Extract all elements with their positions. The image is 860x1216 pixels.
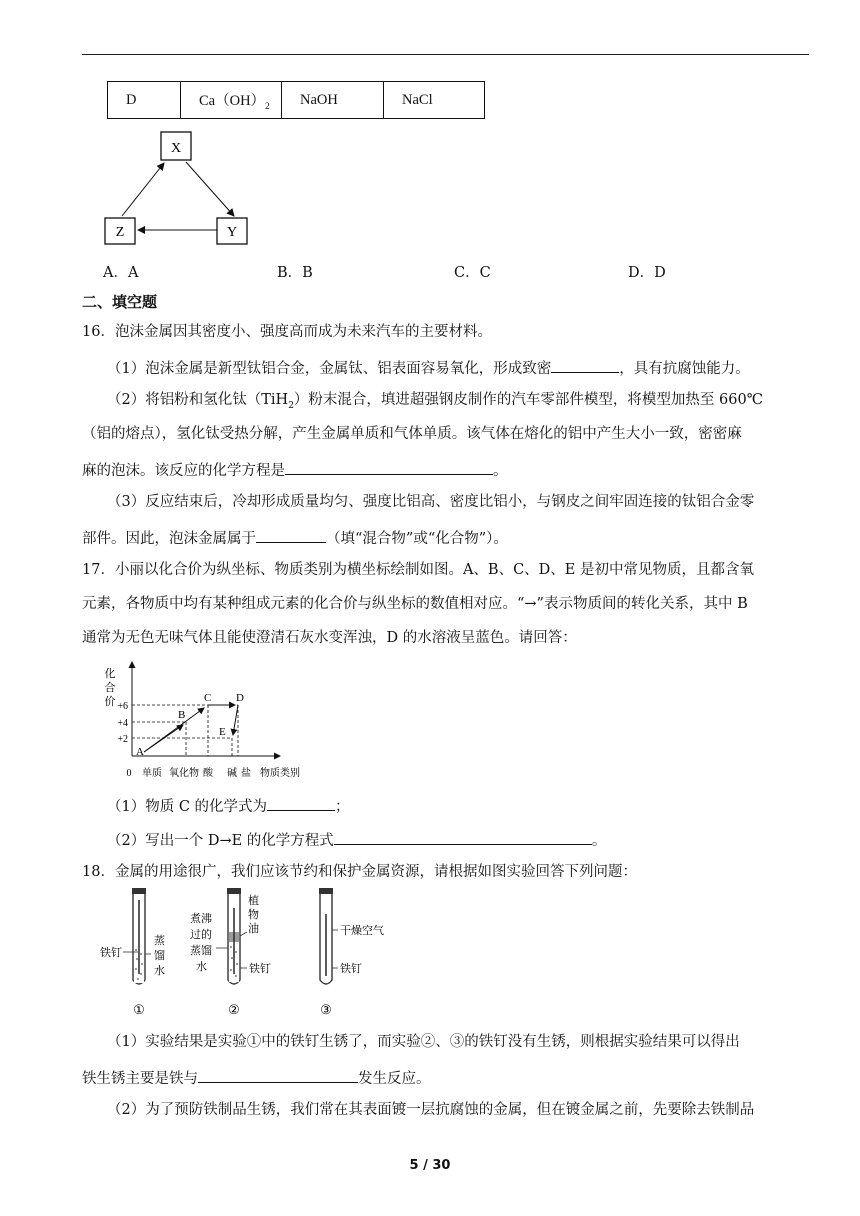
subscript: 2 bbox=[288, 400, 294, 411]
ylabel-char: 价 bbox=[104, 696, 116, 708]
point-label-c: C bbox=[204, 692, 212, 704]
q16-part2-line3 bbox=[82, 458, 508, 481]
ytick-label: +2 bbox=[117, 734, 128, 745]
q18-part1-line2 bbox=[82, 1066, 431, 1089]
q16-stem: 16．泡沫金属因其密度小、强度高而成为未来汽车的主要材料。 bbox=[82, 324, 492, 340]
option-d-table bbox=[107, 81, 485, 119]
origin-label: 0 bbox=[126, 768, 132, 779]
ytick-label: +6 bbox=[117, 701, 128, 712]
dry-air-label: 干燥空气 bbox=[340, 925, 384, 937]
table-row bbox=[108, 82, 485, 119]
boiled-water-label: 蒸馏 bbox=[190, 945, 212, 957]
q18-p1-text: 铁生锈主要是铁与 bbox=[82, 1071, 198, 1087]
tube-number-1: ① bbox=[133, 1002, 145, 1017]
q17-p1-text: （1）物质 C 的化学式为 bbox=[107, 799, 268, 815]
q17-part1 bbox=[107, 794, 350, 817]
water-label-char: 馏 bbox=[154, 950, 165, 962]
nail-label-1: 铁钉 bbox=[100, 947, 122, 959]
rust-experiment-figure bbox=[98, 886, 388, 1020]
q16-part1 bbox=[107, 356, 750, 379]
q17-line2: 元素，各物质中均有某种组成元素的化合价与纵坐标的数值相对应。“→”表示物质间的转化关系，其中 B bbox=[82, 596, 748, 612]
answer-blank[interactable] bbox=[267, 794, 335, 811]
arrow-a-c bbox=[144, 708, 204, 752]
ylabel-char: 合 bbox=[104, 682, 116, 694]
q18-part1-line1: （1）实验结果是实验①中的铁钉生锈了，而实验②、③的铁钉没有生锈，则根据实验结果可以得出 bbox=[107, 1034, 740, 1050]
q16-part2-line2: （铝的熔点），氢化钛受热分解，产生金属单质和气体单质。该气体在熔化的铝中产生大小一致，密密麻 bbox=[82, 426, 742, 442]
table-cell bbox=[181, 82, 282, 119]
option-c: C．C bbox=[454, 265, 491, 281]
q16-p2-l3-tail: 。 bbox=[493, 463, 508, 479]
table-cell: NaOH bbox=[282, 82, 384, 119]
xyz-triangle-diagram bbox=[100, 126, 260, 250]
q18-part2-line1: （2）为了预防铁制品生锈，我们常在其表面镀一层抗腐蚀的金属，但在镀金属之前，先要除去铁制品 bbox=[107, 1102, 755, 1118]
point-label-d: D bbox=[236, 692, 244, 704]
water-label-char: 水 bbox=[154, 965, 165, 977]
point-label-b: B bbox=[178, 709, 186, 721]
q17-p1-tail: ； bbox=[335, 799, 350, 815]
q17-line1: 17．小丽以化合价为纵坐标、物质类别为横坐标绘制如图。A、B、C、D、E 是初中常见物质，且都含氧 bbox=[82, 562, 754, 578]
tube-number-3: ③ bbox=[320, 1002, 332, 1017]
q16-p1-text: （1）泡沫金属是新型钛铝合金，金属钛、铝表面容易氧化，形成致密 bbox=[107, 361, 552, 377]
xtick-label: 氧化物 bbox=[169, 768, 199, 779]
q16-part2-line1 bbox=[107, 390, 763, 416]
section-title: 二、填空题 bbox=[82, 293, 158, 311]
xtick-label: 盐 bbox=[241, 768, 251, 779]
q17-part2 bbox=[107, 828, 606, 851]
oil-label-char: 物 bbox=[248, 909, 259, 921]
arrow-z-to-x bbox=[122, 163, 164, 216]
xlabel: 物质类别 bbox=[260, 768, 300, 779]
ytick-label: +4 bbox=[117, 718, 128, 729]
valence-class-graph bbox=[98, 660, 318, 782]
header-rule bbox=[82, 54, 809, 55]
q16-p2-text-b: ）粉末混合，填进超强钢皮制作的汽车零部件模型，将模型加热至 660℃ bbox=[293, 392, 763, 408]
table-cell: NaCl bbox=[384, 82, 485, 119]
cell-subscript: 2 bbox=[265, 100, 270, 111]
q17-line3: 通常为无色无味气体且能使澄清石灰水变浑浊，D 的水溶液呈蓝色。请回答： bbox=[82, 630, 577, 646]
boiled-water-label: 过的 bbox=[190, 929, 212, 941]
answer-blank[interactable] bbox=[256, 526, 326, 543]
cell-text: Ca（OH） bbox=[199, 93, 266, 110]
boiled-water-label: 水 bbox=[196, 961, 207, 973]
boiled-water-label: 煮沸 bbox=[190, 913, 212, 925]
arrow-d-e bbox=[233, 705, 238, 735]
tube-number-2: ② bbox=[228, 1002, 240, 1017]
q16-p2-text: （2）将铝粉和氢化钛（TiH bbox=[107, 392, 289, 408]
q16-p3-tail: （填“混合物”或“化合物”）。 bbox=[326, 531, 508, 547]
arrow-x-to-y bbox=[186, 162, 234, 216]
q16-part3-line1: （3）反应结束后，冷却形成质量均匀、强度比铝高、密度比铝小，与钢皮之间牢固连接的钛铝合金零 bbox=[107, 494, 755, 510]
q18-p1-tail: 发生反应。 bbox=[358, 1071, 431, 1087]
ylabel-char: 化 bbox=[104, 668, 116, 680]
nail-label-2: 铁钉 bbox=[249, 963, 271, 975]
stopper bbox=[132, 888, 146, 894]
answer-blank[interactable] bbox=[334, 828, 592, 845]
answer-blank[interactable] bbox=[285, 458, 493, 475]
option-a: A．A bbox=[103, 265, 139, 281]
q18-stem: 18．金属的用途很广，我们应该节约和保护金属资源，请根据如图实验回答下列问题： bbox=[82, 864, 637, 880]
nail-label-3: 铁钉 bbox=[340, 963, 362, 975]
oil-label-char: 油 bbox=[248, 923, 259, 935]
point-label-e: E bbox=[219, 726, 226, 738]
q16-part3-line2 bbox=[82, 526, 508, 549]
node-z-label: Z bbox=[115, 225, 125, 240]
answer-blank[interactable] bbox=[551, 356, 619, 373]
oil-label-char: 植 bbox=[248, 895, 259, 907]
page-number: 5 / 30 bbox=[409, 1158, 451, 1173]
option-d: D．D bbox=[628, 265, 666, 281]
stopper bbox=[319, 888, 333, 894]
water-label-char: 蒸 bbox=[154, 935, 165, 947]
node-y-label: Y bbox=[226, 225, 238, 240]
q16-p2-l3-text: 麻的泡沫。该反应的化学方程是 bbox=[82, 463, 285, 479]
stopper bbox=[227, 888, 241, 894]
q16-p3-text: 部件。因此，泡沫金属属于 bbox=[82, 531, 256, 547]
q17-p2-text: （2）写出一个 D→E 的化学方程式 bbox=[107, 833, 334, 849]
node-x-label: X bbox=[170, 141, 182, 156]
option-b: B．B bbox=[277, 265, 313, 281]
xtick-label: 单质 bbox=[142, 768, 162, 779]
answer-blank[interactable] bbox=[198, 1066, 358, 1083]
table-cell: D bbox=[108, 82, 181, 119]
xtick-label: 碱 bbox=[227, 768, 237, 779]
q17-p2-tail: 。 bbox=[591, 833, 607, 849]
q16-p1-tail: ，具有抗腐蚀能力。 bbox=[619, 361, 750, 377]
point-label-a: A bbox=[136, 746, 144, 758]
xtick-label: 酸 bbox=[203, 768, 213, 779]
